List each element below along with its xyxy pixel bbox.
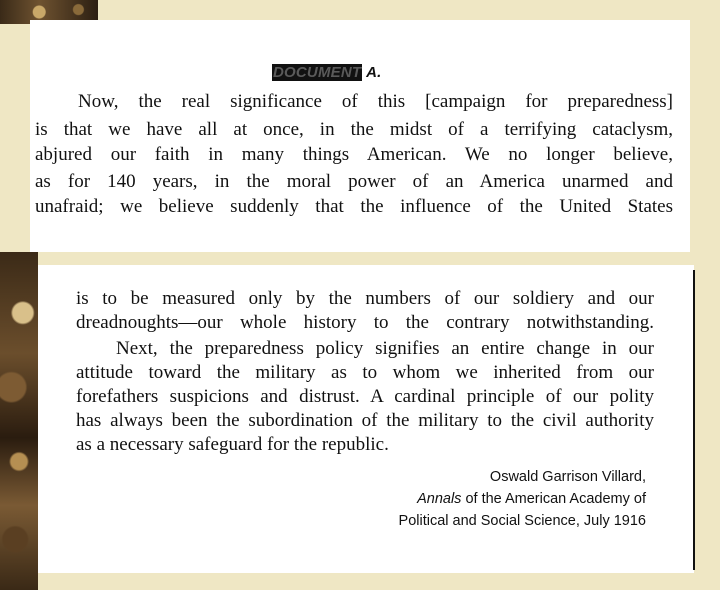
journal-title-rest: of the American Academy of (461, 491, 646, 507)
attribution-journal (417, 491, 646, 507)
text-line-6: is to be measured only by the numbers of our soldiery and our (76, 288, 654, 309)
text-line-1: Now, the real significance of this [campaign for preparedness] (78, 91, 673, 112)
attribution-journal-date: Political and Social Science, July 1916 (398, 513, 646, 529)
text-line-11: has always been the subordination of the military to the civil authority (76, 410, 654, 431)
text-line-2: is that we have all at once, in the midst of a terrifying cataclysm, (35, 119, 673, 140)
heading-highlight: DOCUMENT (273, 64, 362, 81)
text-line-3: abjured our faith in many things American. We no longer believe, (35, 144, 673, 165)
text-line-8: Next, the preparedness policy signifies an entire change in our (116, 338, 654, 359)
text-line-7: dreadnoughts—our whole history to the contrary notwithstanding. (76, 312, 654, 333)
heading-suffix: A. (362, 64, 382, 81)
text-line-4: as for 140 years, in the moral power of an America unarmed and (35, 171, 673, 192)
document-heading (272, 64, 381, 81)
text-line-9: attitude toward the military as to whom we inherited from our (76, 362, 654, 383)
attribution-author: Oswald Garrison Villard, (489, 469, 646, 485)
decorative-border-left (0, 252, 38, 590)
journal-title: Annals (417, 491, 462, 507)
text-line-12: as a necessary safeguard for the republic. (76, 434, 389, 455)
text-line-10: forefathers suspicions and distrust. A cardinal principle of our polity (76, 386, 654, 407)
text-line-5: unafraid; we believe suddenly that the influence of the United States (35, 196, 673, 217)
panel-edge-line (693, 270, 695, 570)
